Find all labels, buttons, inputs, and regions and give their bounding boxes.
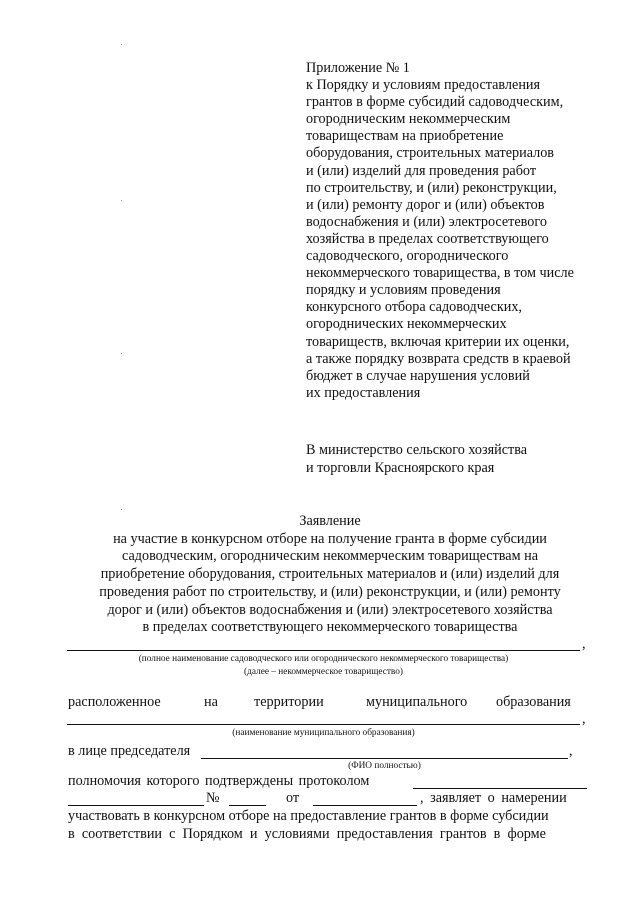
scan-speck: [121, 200, 122, 201]
document-subtitle-line: на участие в конкурсном отборе на получение гранта в форме субсидии: [113, 530, 547, 547]
document-subtitle-line: дорог и (или) объектов водоснабжения и (или) электросетевого хозяйства: [107, 601, 553, 618]
municipality-caption: (наименование муниципального образования): [232, 728, 415, 738]
org-name-caption: (полное наименование садоводческого или огороднического некоммерческого товарищества): [138, 654, 509, 664]
addressee-line: и торговли Красноярского края: [306, 459, 495, 476]
annex-line: а также порядку возврата средств в краевой: [306, 350, 571, 367]
body-line: в соответствии с Порядком и условиями предоставления грантов в форме: [68, 826, 546, 842]
annex-line: по строительству, и (или) реконструкции,: [306, 179, 557, 196]
addressee-block: [306, 442, 527, 477]
org-short-caption: (далее – некоммерческое товарищество): [244, 667, 403, 677]
document-subtitle-line: проведения работ по строительству, и (или) реконструкции, и (или) ремонту: [99, 583, 561, 600]
addressee-line: В министерство сельского хозяйства: [306, 442, 528, 458]
annex-line: порядку и условиям проведения: [306, 282, 501, 299]
annex-line: к Порядку и условиям предоставления: [306, 77, 541, 94]
document-title-block: [40, 513, 620, 637]
annex-block: [306, 60, 574, 402]
annex-line: водоснабжения и (или) электросетевого: [306, 213, 547, 230]
protocol-field[interactable]: [413, 788, 587, 789]
located-word: расположенное: [68, 694, 161, 710]
document-subtitle-line: в пределах соответствующего некоммерческого товарищества: [142, 619, 518, 636]
from-label: от: [286, 790, 300, 806]
annex-line: товариществ, включая критерии их оценки,: [306, 333, 570, 350]
body-line: участвовать в конкурсном отборе на предоставление грантов в форме субсидии: [68, 808, 549, 824]
located-word: на: [204, 694, 218, 710]
protocol-number-field[interactable]: [229, 805, 266, 806]
org-name-comma: ,: [582, 636, 586, 652]
chairman-comma: ,: [569, 743, 573, 759]
annex-line: садоводческого, огороднического: [306, 248, 509, 265]
document-subtitle-line: приобретение оборудования, строительных материалов и (или) изделий для: [100, 566, 560, 583]
annex-line: грантов в форме субсидий садоводческим,: [306, 94, 564, 111]
represented-by-label: в лице председателя: [68, 743, 191, 759]
annex-line: конкурсного отбора садоводческих,: [306, 299, 522, 316]
annex-line: и (или) изделий для проведения работ: [306, 162, 537, 179]
document-subtitle-line: садоводческим, огородническим некоммерческим товариществам на: [121, 548, 539, 565]
org-name-field[interactable]: [67, 650, 580, 651]
document-title: Заявление: [299, 513, 361, 529]
scan-speck: [121, 353, 122, 354]
annex-line: товариществам на приобретение: [306, 128, 504, 145]
municipality-field[interactable]: [67, 724, 580, 725]
declares-text: , заявляет о намерении: [420, 790, 567, 806]
annex-line: огороднических некоммерческих: [306, 316, 507, 333]
annex-line: бюджет в случае нарушения условий: [306, 367, 530, 384]
located-word: территории: [254, 694, 324, 710]
located-word: образования: [496, 694, 571, 710]
protocol-prefix-field[interactable]: [68, 805, 204, 806]
scan-speck: [121, 44, 122, 45]
annex-line: оборудования, строительных материалов: [306, 145, 554, 162]
located-word: муниципального: [366, 694, 468, 710]
number-sign: №: [206, 790, 220, 806]
chairman-fio-field[interactable]: [201, 758, 568, 759]
municipality-comma: ,: [582, 711, 586, 727]
annex-line: хозяйства в пределах соответствующего: [306, 230, 549, 247]
annex-heading: Приложение № 1: [306, 60, 410, 76]
annex-line: их предоставления: [306, 384, 421, 401]
scan-speck: [121, 509, 122, 510]
powers-label: полномочия которого подтверждены протоколом: [68, 773, 370, 789]
fio-caption: (ФИО полностью): [348, 761, 421, 771]
annex-line: и (или) ремонту дорог и (или) объектов: [306, 196, 545, 213]
protocol-date-field[interactable]: [313, 805, 417, 806]
annex-line: огородническим некоммерческим: [306, 111, 511, 128]
annex-line: некоммерческого товарищества, в том числе: [306, 265, 574, 282]
